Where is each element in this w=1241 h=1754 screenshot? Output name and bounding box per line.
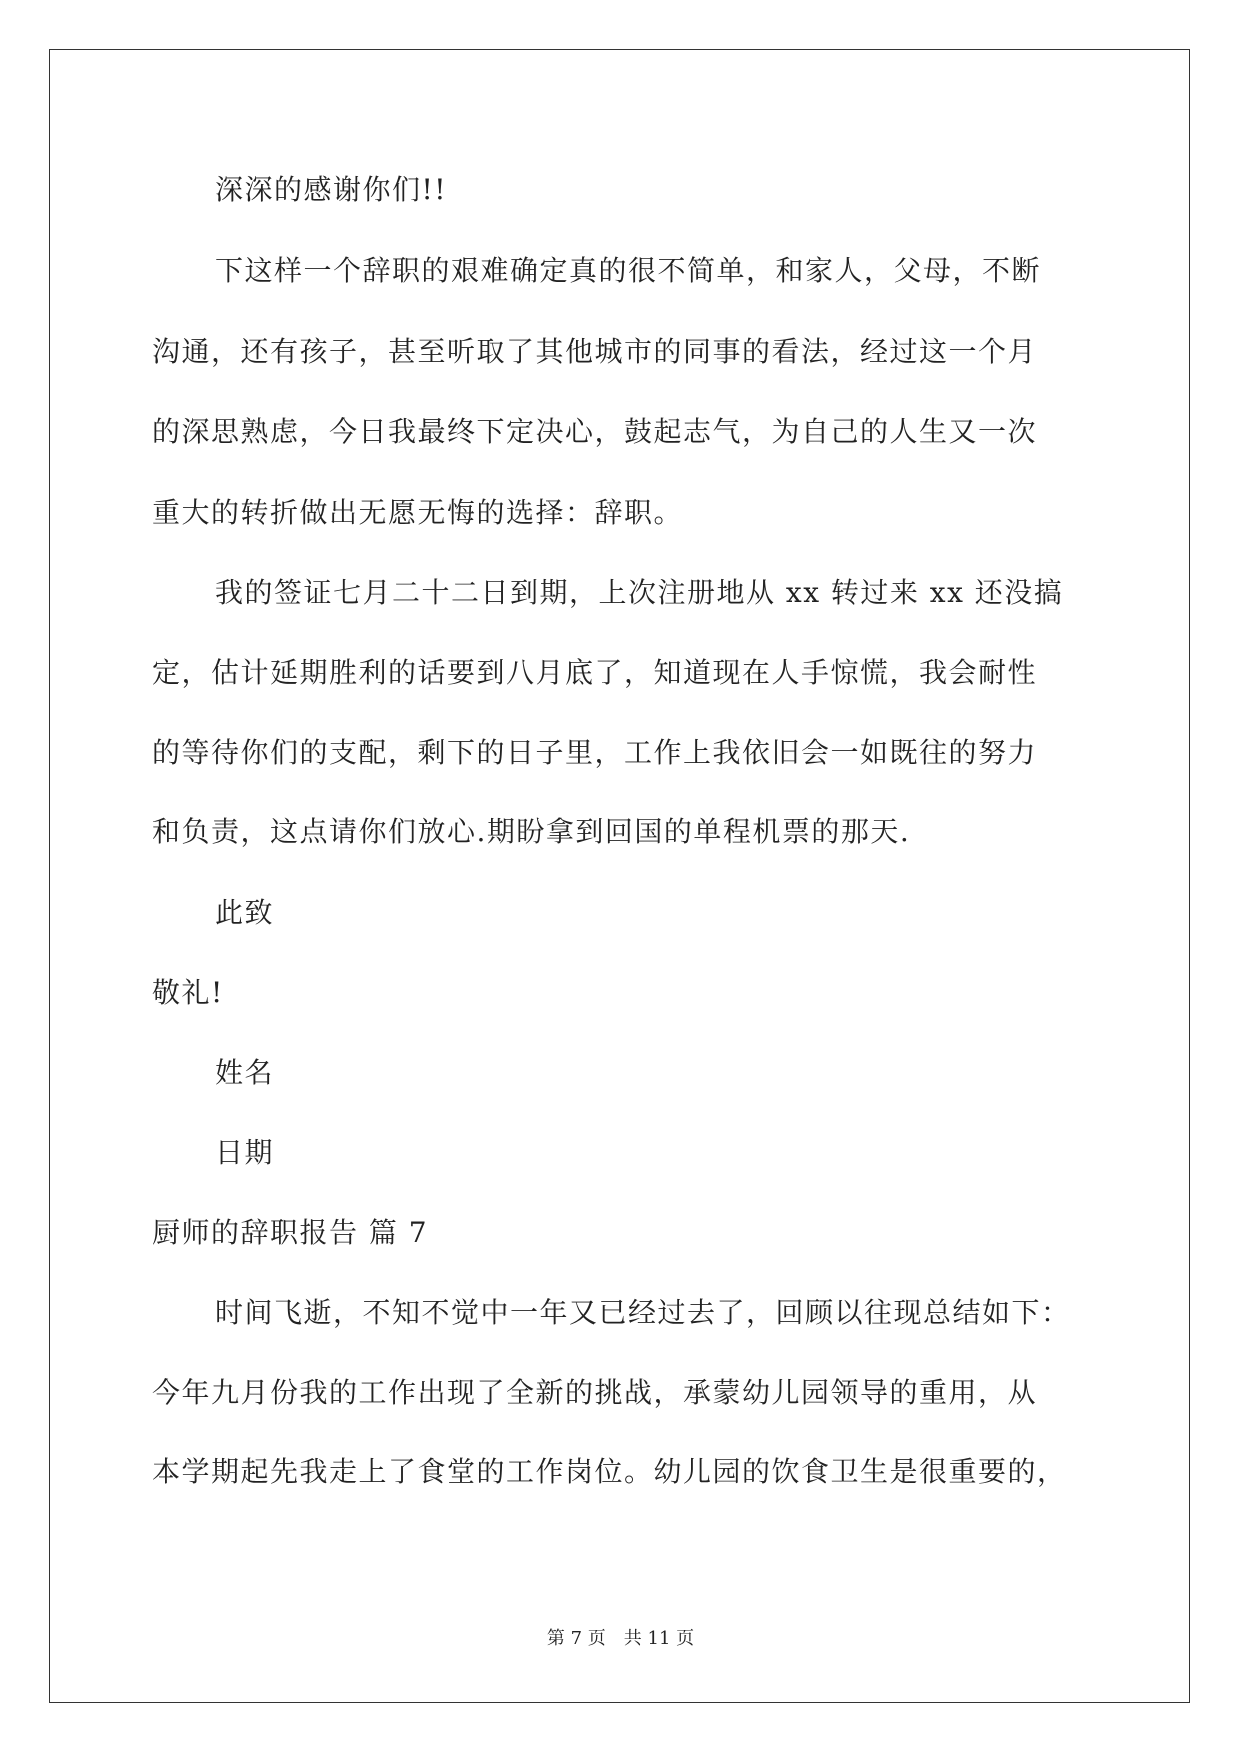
text-line: 深深的感谢你们!! xyxy=(215,173,448,206)
text-line: 我的签证七月二十二日到期，上次注册地从 xx 转过来 xx 还没搞 xyxy=(215,576,1064,609)
page-total: 共 11 页 xyxy=(623,1628,695,1649)
text-line: 沟通，还有孩子，甚至听取了其他城市的同事的看法，经过这一个月 xyxy=(152,335,1038,368)
page-number: 第 7 页 xyxy=(546,1628,606,1649)
text-line: 时间飞逝，不知不觉中一年又已经过去了，回顾以往现总结如下： xyxy=(215,1296,1071,1329)
text-line: 今年九月份我的工作出现了全新的挑战，承蒙幼儿园领导的重用，从 xyxy=(152,1376,1038,1409)
signature-name: 姓名 xyxy=(215,1056,275,1089)
closing-salutation: 此致 xyxy=(215,896,275,929)
text-line: 本学期起先我走上了食堂的工作岗位。幼儿园的饮食卫生是很重要的， xyxy=(152,1455,1067,1488)
text-line: 定，估计延期胜利的话要到八月底了，知道现在人手惊慌，我会耐性 xyxy=(152,656,1038,689)
signature-date: 日期 xyxy=(215,1136,275,1169)
page-footer xyxy=(0,1627,1241,1651)
text-line: 和负责，这点请你们放心.期盼拿到回国的单程机票的那天. xyxy=(152,815,911,848)
text-line: 重大的转折做出无愿无悔的选择：辞职。 xyxy=(152,496,684,529)
closing-regards: 敬礼! xyxy=(152,976,224,1009)
section-heading: 厨师的辞职报告 篇 7 xyxy=(152,1216,429,1249)
text-line: 下这样一个辞职的艰难确定真的很不简单，和家人，父母，不断 xyxy=(215,254,1042,287)
text-line: 的深思熟虑，今日我最终下定决心，鼓起志气，为自己的人生又一次 xyxy=(152,415,1038,448)
text-line: 的等待你们的支配，剩下的日子里，工作上我依旧会一如既往的努力 xyxy=(152,736,1038,769)
